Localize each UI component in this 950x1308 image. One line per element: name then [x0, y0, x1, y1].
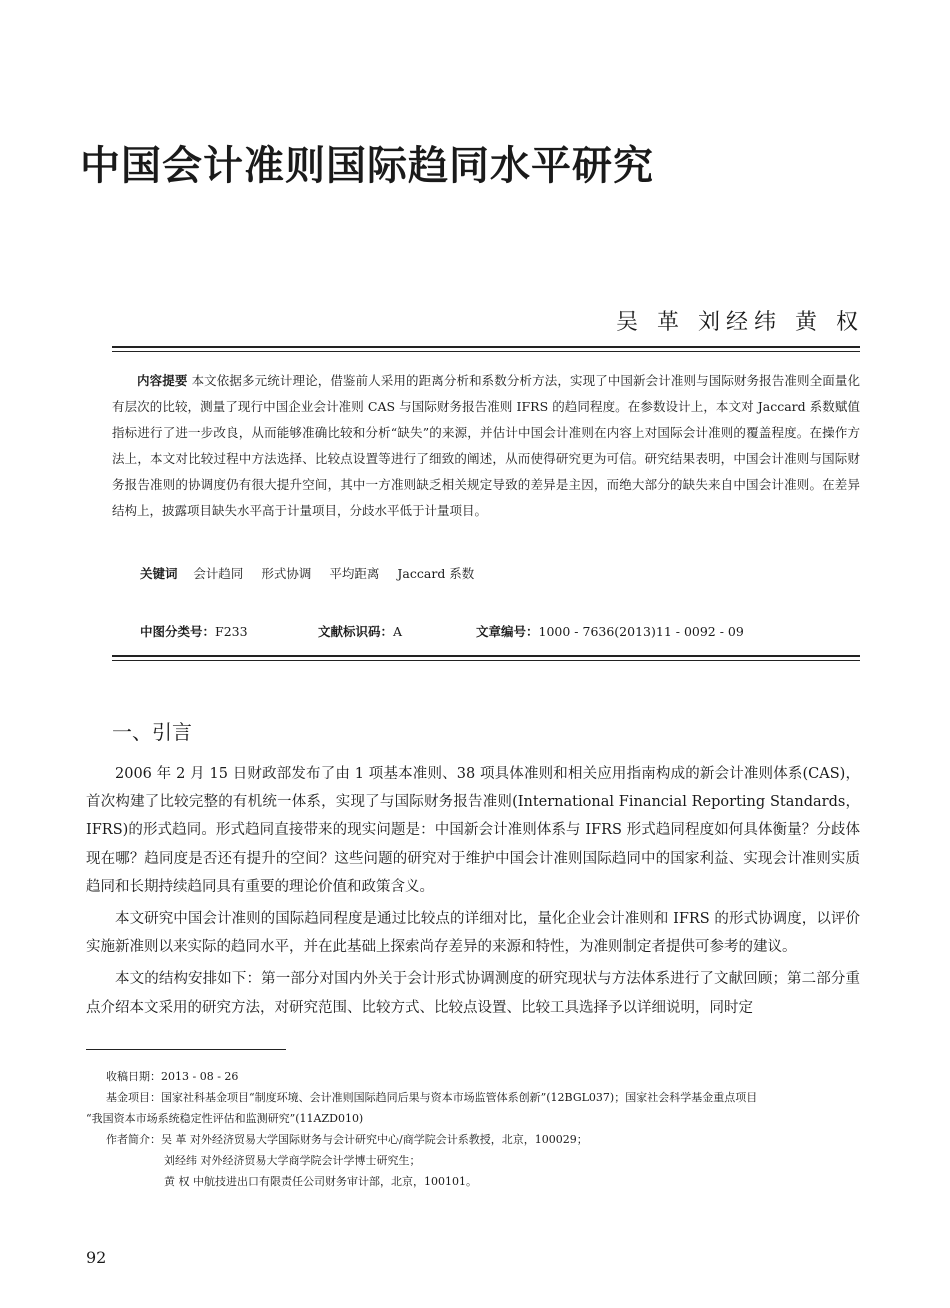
article-title: 中国会计准则国际趋同水平研究: [80, 142, 654, 189]
keyword-item: Jaccard 系数: [397, 566, 475, 581]
page-number: 92: [86, 1248, 107, 1267]
footnote-divider: [86, 1049, 286, 1050]
footnote-fund-continued: “我国资本市场系统稳定性评估和监测研究”(11AZD010): [86, 1112, 364, 1125]
footnotes-block: [86, 1066, 860, 1192]
keywords-block: [140, 564, 488, 582]
footnote-received-date: 收稿日期：2013 - 08 - 26: [106, 1070, 239, 1083]
keywords-label: 关键词: [140, 566, 178, 581]
footnote-author-2: 刘经纬 对外经济贸易大学商学院会计学博士研究生；: [164, 1154, 421, 1167]
footnote-author-1: 作者简介：吴 革 对外经济贸易大学国际财务与会计研究中心/商学院会计系教授，北京，100029；: [106, 1133, 588, 1146]
section-heading-introduction: 一、引言: [112, 720, 192, 744]
keyword-item: 形式协调: [261, 566, 312, 581]
abstract-block: [112, 368, 860, 524]
body-paragraph: 本文研究中国会计准则的国际趋同程度是通过比较点的详细对比，量化企业会计准则和 IFRS 的形式协调度，以评价实施新准则以来实际的趋同水平，并在此基础上探索尚存差异的来源和特性，为准则制定者提供可参考的建议。: [86, 911, 860, 956]
clc-number: 中图分类号：F233: [140, 624, 248, 639]
article-number: 文章编号：1000 - 7636(2013)11 - 0092 - 09: [476, 624, 744, 639]
abstract-top-rule: [112, 346, 860, 352]
body-paragraph: 本文的结构安排如下：第一部分对国内外关于会计形式协调测度的研究现状与方法体系进行了文献回顾；第二部分重点介绍本文采用的研究方法，对研究范围、比较方式、比较点设置、比较工具选择予以详细说明，同时定: [86, 971, 860, 1016]
author-names: 吴 革 刘经纬 黄 权: [616, 310, 864, 335]
keyword-item: 会计趋同: [193, 566, 244, 581]
abstract-label: 内容提要: [137, 373, 188, 388]
footnote-fund: 基金项目：国家社科基金项目“制度环境、会计准则国际趋同后果与资本市场监管体系创新”(12BGL037)；国家社会科学基金重点项目: [106, 1091, 758, 1104]
footnote-author-3: 黄 权 中航技进出口有限责任公司财务审计部，北京，100101。: [164, 1175, 477, 1188]
body-text: [86, 760, 860, 1026]
classification-line: [140, 622, 860, 640]
document-code: 文献标识码：A: [318, 624, 403, 639]
body-paragraph: 2006 年 2 月 15 日财政部发布了由 1 项基本准则、38 项具体准则和相关应用指南构成的新会计准则体系(CAS)，首次构建了比较完整的有机统一体系，实现了与国际财务报告准则(International Financial Reporting Standards，IFRS)的形式趋同。形式趋同直接带来的现实问题是：中国新会计准则体系与 IFRS 形式趋同程度如何具体衡量？分歧体现在哪？趋同度是否还有提升的空间？这些问题的研究对于维护中国会计准则国际趋同中的国家利益、实现会计准则实质趋同和长期持续趋同具有重要的理论价值和政策含义。: [86, 766, 860, 895]
abstract-bottom-rule: [112, 655, 860, 661]
abstract-text: 本文依据多元统计理论，借鉴前人采用的距离分析和系数分析方法，实现了中国新会计准则与国际财务报告准则全面量化有层次的比较，测量了现行中国企业会计准则 CAS 与国际财务报告准则 IFRS 的趋同程度。在参数设计上，本文对 Jaccard 系数赋值指标进行了进一步改良，从而能够准确比较和分析“缺失”的来源，并估计中国会计准则在内容上对国际会计准则的覆盖程度。在操作方法上，本文对比较过程中方法选择、比较点设置等进行了细致的阐述，从而使得研究更为可信。研究结果表明，中国会计准则与国际财务报告准则的协调度仍有很大提升空间，其中一方准则缺乏相关规定导致的差异是主因，而绝大部分的缺失来自中国会计准则。在差异结构上，披露项目缺失水平高于计量项目，分歧水平低于计量项目。: [112, 373, 860, 518]
keyword-item: 平均距离: [329, 566, 380, 581]
